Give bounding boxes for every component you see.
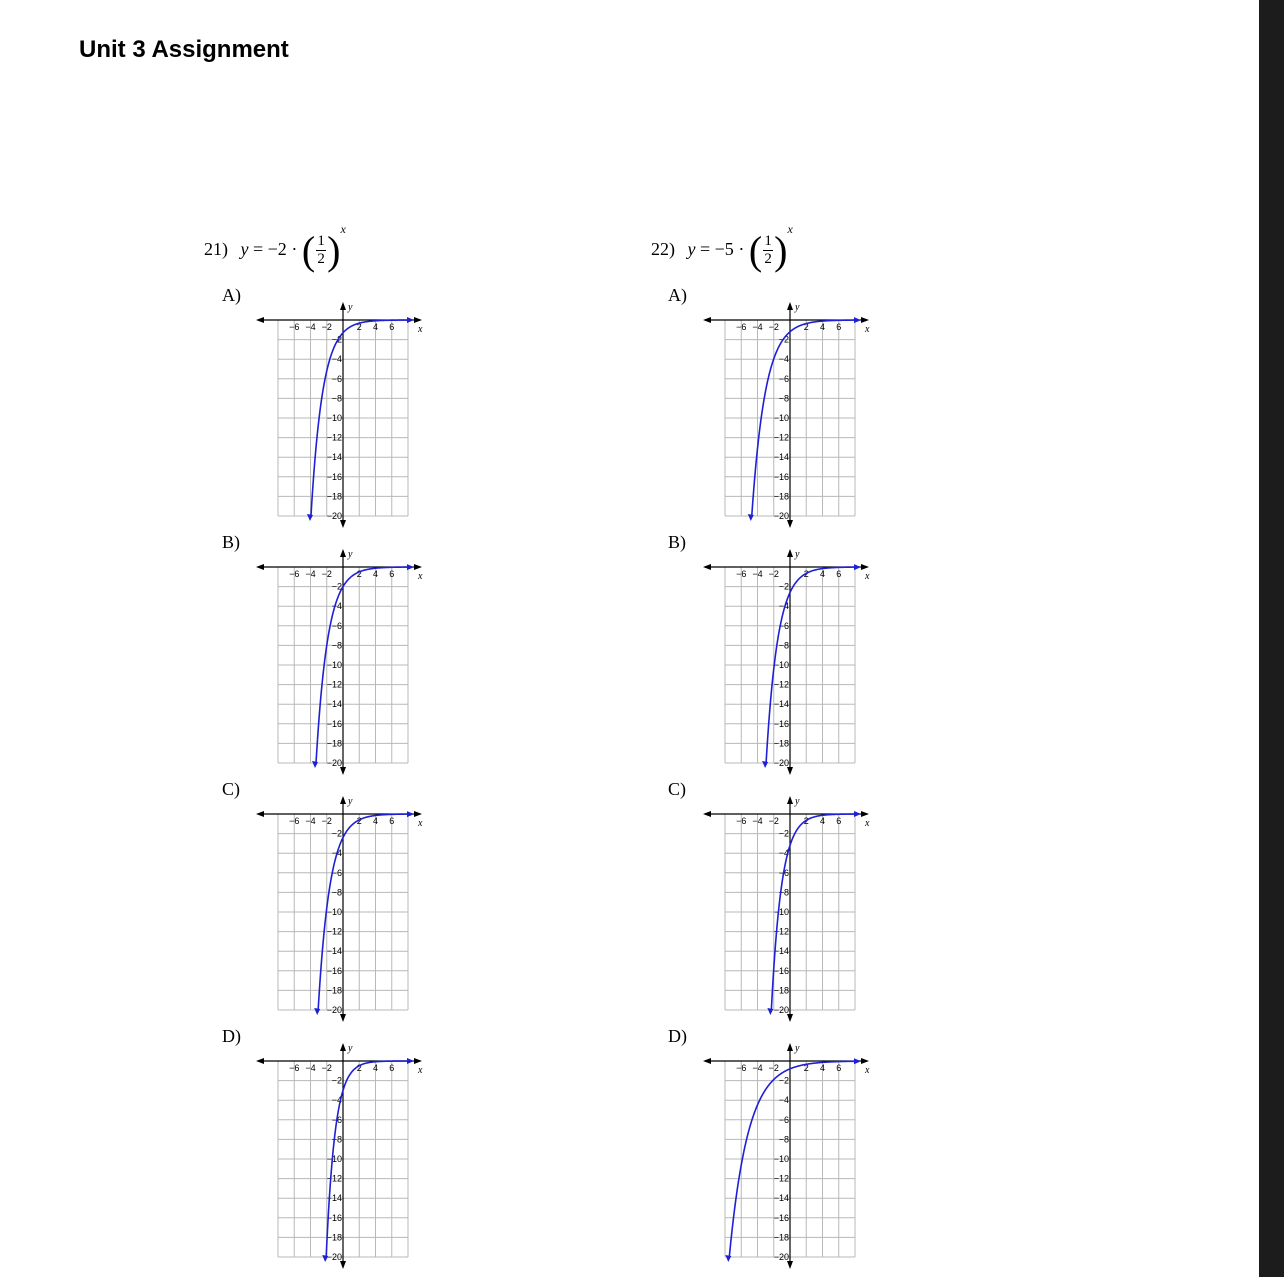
x-axis-arrow-left: [256, 811, 264, 817]
curve-arrow-right: [407, 317, 414, 323]
problem-number: 22): [651, 239, 675, 259]
left-paren: (: [748, 227, 763, 273]
graph-22-a[interactable]: [697, 298, 877, 524]
y-tick-label: −4: [331, 601, 342, 612]
x-tick-label: 6: [836, 816, 842, 826]
fraction-denominator: 2: [764, 251, 772, 268]
x-tick-label: 6: [389, 569, 395, 579]
y-tick-label: −4: [331, 354, 342, 365]
x-axis-arrow-left: [703, 811, 711, 817]
x-axis-label: x: [418, 1065, 423, 1076]
x-axis-label: x: [418, 571, 423, 582]
curve-arrow-bottom: [767, 1008, 773, 1015]
y-tick-label: −14: [773, 946, 789, 957]
equation-dot: ·: [291, 239, 298, 259]
y-tick-label: −10: [773, 660, 789, 670]
x-tick-label: −4: [752, 569, 763, 579]
graph-21-c[interactable]: [250, 792, 430, 1018]
y-tick-label: −20: [326, 511, 342, 521]
y-axis-arrow-bottom: [340, 1261, 346, 1269]
y-tick-label: −14: [773, 699, 789, 710]
y-tick-label: −8: [778, 1134, 789, 1145]
choice-label-21-b[interactable]: B): [222, 532, 240, 552]
x-axis-label: x: [865, 1065, 870, 1076]
x-tick-label: 4: [819, 1063, 826, 1073]
x-tick-label: −2: [768, 569, 779, 579]
x-tick-label: −4: [752, 322, 763, 332]
y-tick-label: −2: [331, 581, 342, 592]
x-axis-arrow-left: [703, 317, 711, 323]
y-tick-label: −18: [773, 738, 789, 749]
x-tick-label: 2: [356, 1063, 362, 1073]
x-tick-label: −2: [768, 322, 779, 332]
x-tick-label: 4: [819, 569, 826, 579]
x-axis-label: x: [865, 818, 870, 829]
y-axis-arrow-top: [340, 549, 346, 557]
x-tick-label: −4: [305, 322, 316, 332]
y-axis-label: y: [795, 1043, 800, 1054]
x-axis-arrow-right: [861, 317, 869, 323]
x-axis-arrow-left: [256, 317, 264, 323]
curve-arrow-right: [407, 1058, 414, 1064]
y-tick-label: −18: [326, 985, 342, 996]
y-axis-arrow-top: [340, 302, 346, 310]
equation-equals: =: [700, 239, 711, 259]
fraction-numerator: 1: [764, 233, 772, 250]
x-tick-label: −4: [305, 1063, 316, 1073]
y-tick-label: −2: [331, 828, 342, 839]
y-axis-label: y: [348, 549, 353, 560]
y-tick-label: −10: [773, 1154, 789, 1164]
y-tick-label: −14: [773, 452, 789, 463]
choice-label-22-c[interactable]: C): [668, 779, 686, 799]
y-tick-label: −10: [773, 413, 789, 423]
y-tick-label: −4: [778, 354, 789, 365]
curve-arrow-bottom: [307, 514, 313, 521]
y-tick-label: −20: [773, 511, 789, 521]
fraction-numerator: 1: [317, 233, 325, 250]
y-tick-label: −4: [778, 1095, 789, 1106]
y-tick-label: −16: [773, 1212, 789, 1223]
curve-arrow-right: [407, 564, 414, 570]
y-axis-arrow-top: [340, 796, 346, 804]
y-tick-label: −20: [773, 1005, 789, 1015]
y-tick-label: −14: [326, 946, 342, 957]
curve-arrow-bottom: [762, 761, 768, 768]
choice-label-22-b[interactable]: B): [668, 532, 686, 552]
equation-equals: =: [253, 239, 264, 259]
x-axis-arrow-left: [703, 564, 711, 570]
y-tick-label: −6: [331, 373, 342, 384]
x-axis-label: x: [418, 324, 423, 335]
x-tick-label: −6: [289, 816, 300, 826]
y-axis-arrow-top: [340, 1043, 346, 1051]
equation-exponent: x: [787, 222, 793, 236]
y-tick-label: −8: [331, 640, 342, 651]
y-tick-label: −10: [326, 660, 342, 670]
equation-dot: ·: [738, 239, 745, 259]
y-tick-label: −6: [331, 620, 342, 631]
choice-label-22-d[interactable]: D): [668, 1026, 687, 1046]
choice-label-21-d[interactable]: D): [222, 1026, 241, 1046]
y-tick-label: −2: [778, 581, 789, 592]
y-tick-label: −10: [773, 907, 789, 917]
y-tick-label: −14: [326, 452, 342, 463]
curve-arrow-right: [854, 564, 861, 570]
y-tick-label: −8: [331, 1134, 342, 1145]
graph-21-b[interactable]: [250, 545, 430, 771]
x-tick-label: −2: [321, 569, 332, 579]
y-tick-label: −16: [773, 471, 789, 482]
right-paren: ): [774, 227, 788, 273]
x-axis-label: x: [418, 818, 423, 829]
y-tick-label: −12: [326, 679, 342, 690]
y-tick-label: −16: [326, 718, 342, 729]
x-axis-arrow-left: [256, 1058, 264, 1064]
x-tick-label: −4: [305, 569, 316, 579]
graph-22-d[interactable]: [697, 1039, 877, 1265]
y-tick-label: −20: [773, 1252, 789, 1262]
x-tick-label: −6: [736, 816, 747, 826]
y-tick-label: −10: [326, 907, 342, 917]
x-axis-arrow-right: [861, 564, 869, 570]
y-tick-label: −18: [773, 985, 789, 996]
equation-lhs: y: [240, 239, 249, 259]
y-tick-label: −12: [326, 1173, 342, 1184]
y-tick-label: −20: [326, 1005, 342, 1015]
y-tick-label: −2: [331, 1075, 342, 1086]
y-tick-label: −4: [331, 848, 342, 859]
y-tick-label: −20: [326, 1252, 342, 1262]
equation-lhs: y: [687, 239, 696, 259]
y-tick-label: −8: [778, 887, 789, 898]
x-tick-label: 6: [836, 569, 842, 579]
curve-arrow-bottom: [725, 1255, 731, 1262]
y-axis-arrow-bottom: [340, 520, 346, 528]
equation: [688, 222, 793, 271]
y-tick-label: −4: [778, 848, 789, 859]
x-tick-label: 2: [803, 322, 809, 332]
y-tick-label: −18: [773, 1232, 789, 1243]
x-tick-label: −6: [289, 1063, 300, 1073]
y-tick-label: −14: [773, 1193, 789, 1204]
y-tick-label: −20: [326, 758, 342, 768]
x-tick-label: 2: [803, 1063, 809, 1073]
problem-21-equation: [204, 222, 346, 271]
y-axis-arrow-top: [787, 302, 793, 310]
x-tick-label: −4: [305, 816, 316, 826]
y-axis-label: y: [795, 549, 800, 560]
y-axis-arrow-bottom: [787, 520, 793, 528]
x-axis-arrow-right: [414, 564, 422, 570]
y-axis-label: y: [348, 302, 353, 313]
y-tick-label: −16: [326, 965, 342, 976]
curve-arrow-bottom: [314, 1008, 320, 1015]
fraction: [316, 234, 326, 267]
y-tick-label: −16: [773, 965, 789, 976]
x-axis-arrow-left: [703, 1058, 711, 1064]
y-tick-label: −8: [331, 393, 342, 404]
x-tick-label: 4: [372, 569, 379, 579]
y-tick-label: −6: [778, 620, 789, 631]
choice-label-22-a[interactable]: A): [668, 285, 687, 305]
graph-21-d[interactable]: [250, 1039, 430, 1265]
x-axis-arrow-right: [414, 1058, 422, 1064]
x-axis-arrow-right: [414, 811, 422, 817]
x-axis-arrow-left: [256, 564, 264, 570]
choice-label-21-a[interactable]: A): [222, 285, 241, 305]
y-tick-label: −12: [773, 926, 789, 937]
y-tick-label: −2: [778, 1075, 789, 1086]
x-tick-label: 4: [372, 322, 379, 332]
y-axis-arrow-top: [787, 549, 793, 557]
choice-label-21-c[interactable]: C): [222, 779, 240, 799]
problem-22-equation: [651, 222, 793, 271]
y-tick-label: −12: [326, 926, 342, 937]
equation-coefficient: −2: [267, 239, 287, 259]
x-tick-label: 4: [372, 816, 379, 826]
fraction-denominator: 2: [317, 251, 325, 268]
curve-arrow-bottom: [312, 761, 318, 768]
curve-arrow-right: [854, 811, 861, 817]
x-tick-label: −6: [736, 322, 747, 332]
y-tick-label: −2: [778, 334, 789, 345]
x-axis-arrow-right: [414, 317, 422, 323]
y-axis-arrow-bottom: [787, 1014, 793, 1022]
fraction: [763, 234, 773, 267]
y-tick-label: −14: [326, 699, 342, 710]
y-tick-label: −12: [773, 679, 789, 690]
y-tick-label: −8: [331, 887, 342, 898]
y-tick-label: −18: [773, 491, 789, 502]
y-axis-label: y: [795, 796, 800, 807]
y-tick-label: −16: [326, 471, 342, 482]
y-tick-label: −4: [778, 601, 789, 612]
y-axis-arrow-bottom: [340, 767, 346, 775]
y-tick-label: −2: [778, 828, 789, 839]
x-axis-label: x: [865, 571, 870, 582]
y-axis-label: y: [348, 1043, 353, 1054]
y-tick-label: −12: [773, 1173, 789, 1184]
x-tick-label: 2: [356, 569, 362, 579]
y-axis-arrow-top: [787, 1043, 793, 1051]
y-axis-label: y: [348, 796, 353, 807]
page-title: Unit 3 Assignment: [79, 36, 289, 63]
y-axis-arrow-top: [787, 796, 793, 804]
x-tick-label: −6: [289, 322, 300, 332]
x-tick-label: −4: [752, 1063, 763, 1073]
y-tick-label: −12: [773, 432, 789, 443]
equation-coefficient: −5: [714, 239, 734, 259]
equation-exponent: x: [340, 222, 346, 236]
graph-22-b[interactable]: [697, 545, 877, 771]
x-tick-label: −2: [768, 1063, 779, 1073]
y-tick-label: −4: [331, 1095, 342, 1106]
y-tick-label: −14: [326, 1193, 342, 1204]
left-paren: (: [301, 227, 316, 273]
x-tick-label: −6: [289, 569, 300, 579]
x-axis-arrow-right: [861, 1058, 869, 1064]
y-axis-arrow-bottom: [340, 1014, 346, 1022]
y-tick-label: −6: [778, 867, 789, 878]
x-axis-label: x: [865, 324, 870, 335]
x-tick-label: 6: [836, 322, 842, 332]
problem-number: 21): [204, 239, 228, 259]
x-tick-label: −2: [321, 1063, 332, 1073]
x-tick-label: 2: [356, 322, 362, 332]
y-tick-label: −10: [326, 413, 342, 423]
x-tick-label: −2: [768, 816, 779, 826]
y-tick-label: −18: [326, 491, 342, 502]
y-axis-arrow-bottom: [787, 1261, 793, 1269]
y-tick-label: −18: [326, 1232, 342, 1243]
x-axis-arrow-right: [861, 811, 869, 817]
graph-22-c[interactable]: [697, 792, 877, 1018]
x-tick-label: 6: [836, 1063, 842, 1073]
y-tick-label: −6: [778, 1114, 789, 1125]
y-tick-label: −6: [331, 867, 342, 878]
x-tick-label: −6: [736, 569, 747, 579]
x-tick-label: 2: [803, 816, 809, 826]
y-tick-label: −8: [778, 640, 789, 651]
y-tick-label: −6: [331, 1114, 342, 1125]
x-tick-label: 4: [819, 816, 826, 826]
y-tick-label: −16: [773, 718, 789, 729]
x-tick-label: 4: [372, 1063, 379, 1073]
x-tick-label: −4: [752, 816, 763, 826]
curve-arrow-right: [407, 811, 414, 817]
y-axis-arrow-bottom: [787, 767, 793, 775]
y-tick-label: −2: [331, 334, 342, 345]
x-tick-label: 2: [356, 816, 362, 826]
equation: [241, 222, 346, 271]
y-tick-label: −20: [773, 758, 789, 768]
y-tick-label: −6: [778, 373, 789, 384]
graph-21-a[interactable]: [250, 298, 430, 524]
x-tick-label: 6: [389, 322, 395, 332]
y-tick-label: −10: [326, 1154, 342, 1164]
x-tick-label: −2: [321, 816, 332, 826]
curve-arrow-right: [854, 317, 861, 323]
y-tick-label: −12: [326, 432, 342, 443]
x-tick-label: −2: [321, 322, 332, 332]
y-tick-label: −18: [326, 738, 342, 749]
y-tick-label: −16: [326, 1212, 342, 1223]
y-tick-label: −8: [778, 393, 789, 404]
x-tick-label: 4: [819, 322, 826, 332]
right-paren: ): [327, 227, 341, 273]
x-tick-label: −6: [736, 1063, 747, 1073]
curve-arrow-bottom: [748, 514, 754, 521]
curve-arrow-right: [854, 1058, 861, 1064]
x-tick-label: 6: [389, 1063, 395, 1073]
y-axis-label: y: [795, 302, 800, 313]
x-tick-label: 6: [389, 816, 395, 826]
x-tick-label: 2: [803, 569, 809, 579]
